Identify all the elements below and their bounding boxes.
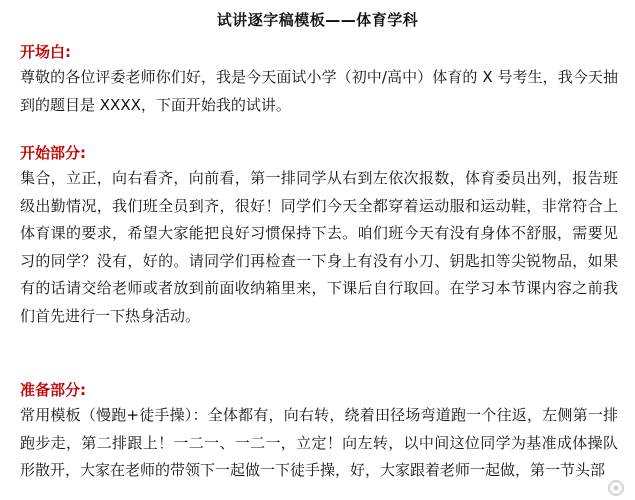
watermark-logo-icon	[603, 478, 629, 500]
watermark-glyph	[605, 478, 627, 498]
section-text-start: 集合，立正，向右看齐，向前看，第一排同学从右到左依次报数，体育委员出列，报告班级出勤情况，我们班全员到齐，很好！同学们今天全都穿着运动服和运动鞋，非常符合上体育课的要求，希望大家能把良好习惯保持下去。咱们班今天有没有身体不舒服，需要见习的同学？没有，好的。请同学们再检查一下身上有没有小刀、钥匙扣等尖锐物品，如果有的话请交给老师或者放到前面收纳箱里来，下课后自行取回。在学习本节课内容之前我们首先进行一下热身活动。	[20, 169, 618, 325]
section-heading-opening: 开场白:	[20, 43, 71, 61]
document-title: 试讲逐字稿模板——体育学科	[216, 11, 419, 29]
section-text-preparation: 常用模板（慢跑+徒手操）：全体都有，向右转，绕着田径场弯道跑一个往返，左侧第一排跑步走，第二排跟上！一二一、一二一，立定！向左转，以中间这位同学为基准成体操队形散开，大家在老师的带领下一起做一下徒手操，好，大家跟着老师一起做，第一节头部	[20, 406, 618, 479]
section-text-opening: 尊敬的各位评委老师你们好，我是今天面试小学（初中/高中）体育的 X 号考生，我今天抽到的题目是 XXXX，下面开始我的试讲。	[20, 68, 618, 114]
section-heading-start: 开始部分:	[20, 144, 86, 162]
section-heading-preparation: 准备部分:	[20, 381, 86, 399]
